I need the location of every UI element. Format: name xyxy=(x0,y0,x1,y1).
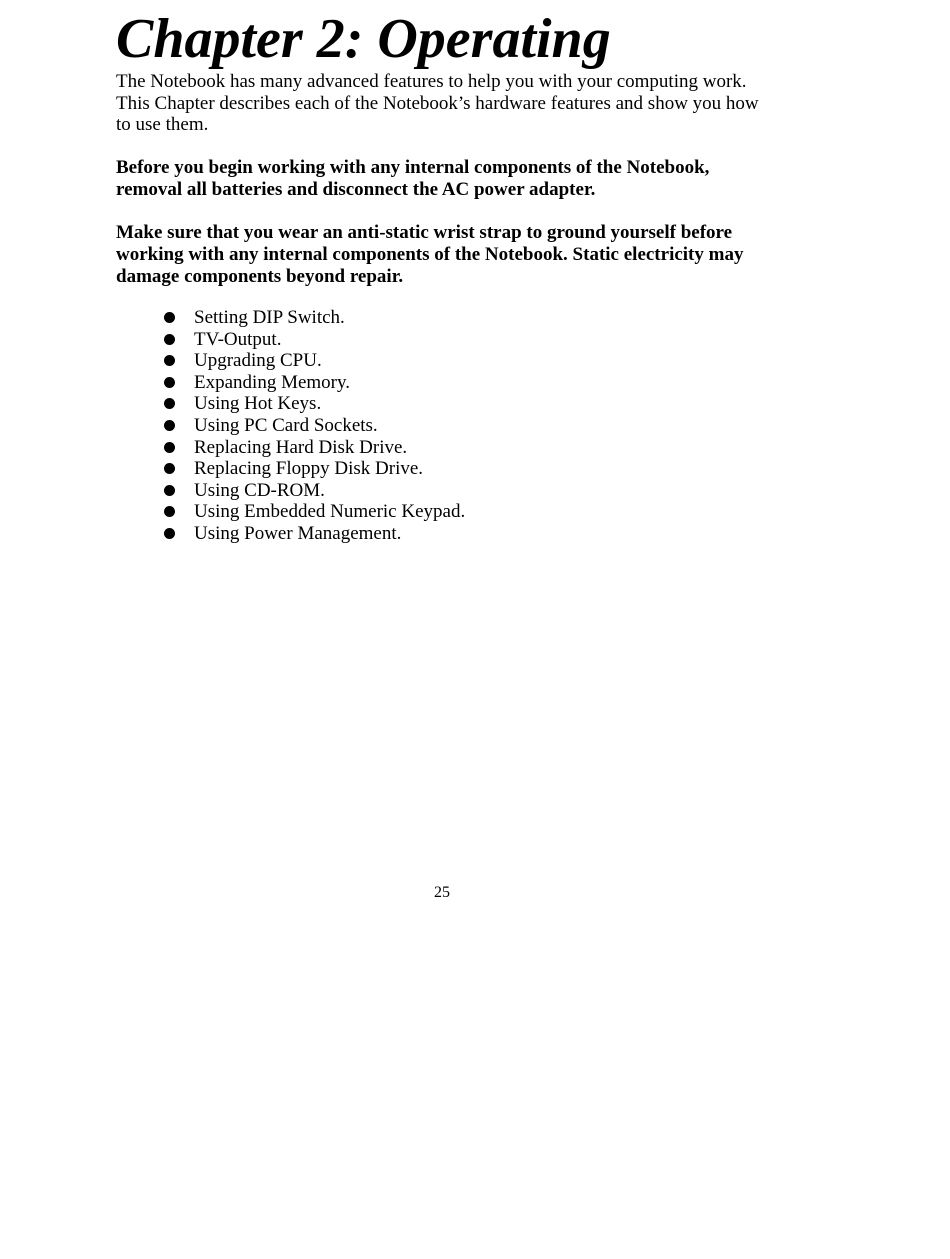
topic-label: TV-Output. xyxy=(194,328,282,350)
bullet-icon xyxy=(164,420,175,431)
page-number: 25 xyxy=(434,884,450,901)
static-warning xyxy=(116,222,796,288)
warning-line: Before you begin working with any internal components of the Notebook, xyxy=(116,157,710,178)
bullet-icon xyxy=(164,442,175,453)
warning-line: damage components beyond repair. xyxy=(116,266,404,287)
bullet-icon xyxy=(164,528,175,539)
topic-label: Using CD-ROM. xyxy=(194,479,325,501)
intro-paragraph xyxy=(116,71,776,136)
bullet-icon xyxy=(164,355,175,366)
intro-line: This Chapter describes each of the Notebook’s hardware features and show you how xyxy=(116,92,759,114)
bullet-icon xyxy=(164,463,175,474)
topic-label: Setting DIP Switch. xyxy=(194,307,345,328)
topic-label: Using Power Management. xyxy=(194,522,402,544)
intro-line: The Notebook has many advanced features to help you with your computing work. xyxy=(116,71,747,92)
bullet-icon xyxy=(164,485,175,496)
bullet-icon xyxy=(164,312,175,323)
topic-label: Upgrading CPU. xyxy=(194,350,322,372)
topic-label: Using Hot Keys. xyxy=(194,393,322,415)
warning-line: removal all batteries and disconnect the AC power adapter. xyxy=(116,179,596,200)
intro-line: to use them. xyxy=(116,114,209,135)
topic-label: Using Embedded Numeric Keypad. xyxy=(194,501,466,523)
battery-warning xyxy=(116,157,796,201)
bullet-icon xyxy=(164,506,175,517)
topic-label: Replacing Floppy Disk Drive. xyxy=(194,458,424,480)
topic-label: Replacing Hard Disk Drive. xyxy=(194,436,408,458)
chapter-title: Chapter 2: Operating xyxy=(116,8,611,70)
warning-line: Make sure that you wear an anti-static wrist strap to ground yourself before xyxy=(116,222,733,243)
bullet-icon xyxy=(164,398,175,409)
topic-label: Using PC Card Sockets. xyxy=(194,414,378,436)
bullet-icon xyxy=(164,334,175,345)
bullet-icon xyxy=(164,377,175,388)
warning-line: working with any internal components of the Notebook. Static electricity may xyxy=(116,244,744,265)
topic-label: Expanding Memory. xyxy=(194,371,351,393)
